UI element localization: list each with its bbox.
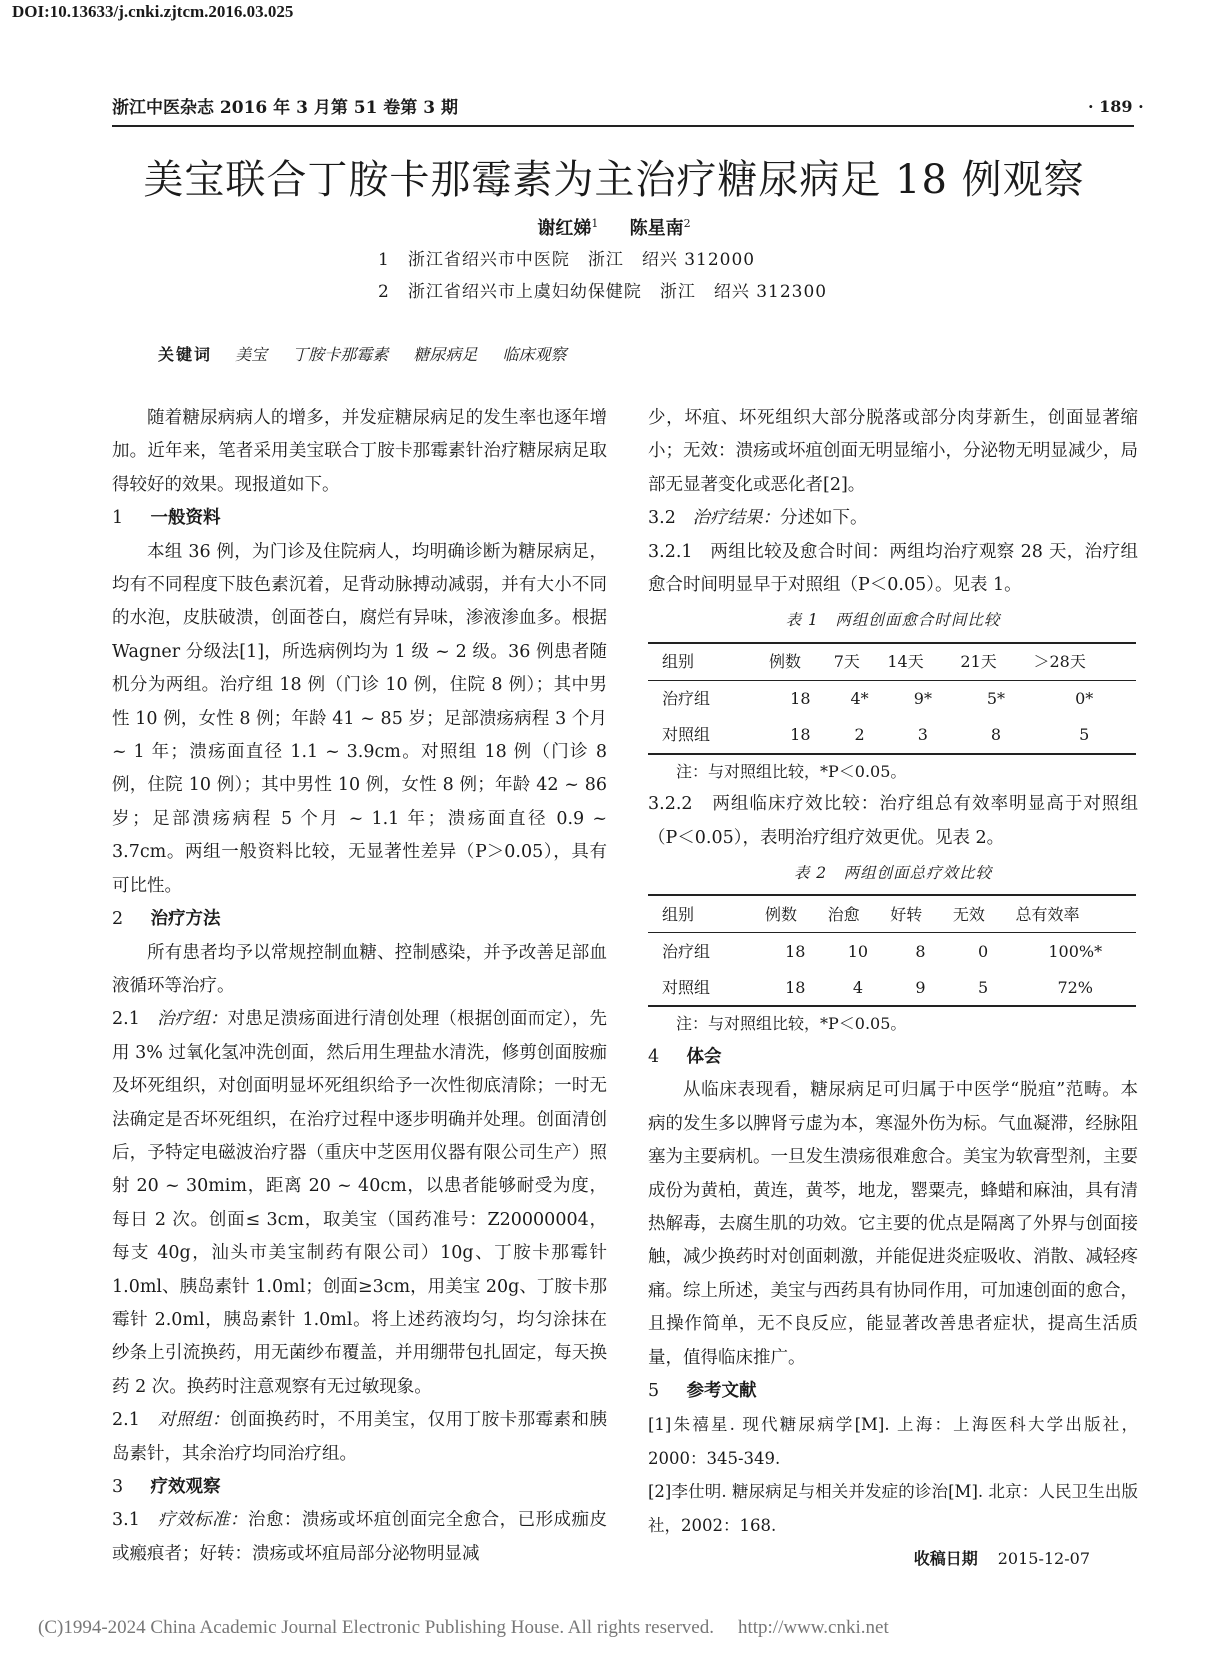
doi-line: DOI:10.13633/j.cnki.zjtcm.2016.03.025 — [12, 2, 294, 21]
body-paragraph: 所有患者均予以常规控制血糖、控制感染，并予改善足部血液循环等治疗。 — [112, 942, 607, 996]
table1 — [648, 642, 1136, 755]
table-row: 治疗组 18 10 8 0 100%* — [662, 941, 1103, 961]
page-number: · 189 · — [1088, 97, 1144, 116]
subsection-paragraph: 3.2.2 两组临床疗效比较：治疗组总有效率明显高于对照组（P＜0.05），表明治疗组疗效更优。见表 2。 — [648, 794, 1138, 848]
header-rule — [112, 125, 1134, 127]
keyword: 糖尿病足 — [413, 345, 478, 364]
author-sup: 1 — [591, 217, 599, 230]
copyright-text: (C)1994-2024 China Academic Journal Electronic Publishing House. All rights reserved. — [38, 1617, 714, 1638]
table-header-row: 组别 例数 治愈 好转 无效 总有效率 — [648, 895, 1136, 933]
subsection-paragraph: 3.1 疗效标准：治愈：溃疡或坏疽创面完全愈合，已形成痂皮或瘢痕者；好转：溃疡或坏疽局部分泌物明显减 — [112, 1510, 608, 1564]
keywords-label: 关键词 — [158, 345, 213, 364]
table-header-row: 组别 例数 7天 14天 21天 ＞28天 — [648, 643, 1136, 681]
received-date: 收稿日期 2015-12-07 — [913, 1548, 1090, 1568]
right-column — [648, 402, 1138, 1575]
table1-caption: 表 1 两组创面愈合时间比较 — [785, 611, 1001, 630]
subsection-paragraph: 3.2.1 两组比较及愈合时间：两组均治疗观察 28 天，治疗组愈合时间明显早于对照组（P＜0.05）。见表 1。 — [648, 541, 1138, 596]
subsection-paragraph: 2.1 治疗组：对患足溃疡面进行清创处理（根据创面而定），先用 3% 过氧化氢冲洗创面，然后用生理盐水清洗，修剪创面胺痂及坏死组织，对创面明显坏死组织给予一次性彻底清除；一时无法确定是否坏死组织，在治疗过程中逐步明确并处理。创面清创后，予特定电磁波治疗器（重庆中芝医用仪器有限公司生产）照射 20 ~ 30mim，距离 20 ~ 40cm，以患者能够耐受为度，每日 2 次。创面≤ 3cm，取美宝（国药准号：Z20000004，每支 40g，汕头市美宝制药有限公司）10g、丁胺卡那霉针 1.0ml、胰岛素针 1.0ml；创面≥3cm，用美宝 20g、丁胺卡那霉针 2.0ml，胰岛素针 1.0ml。将上述药液均匀，均匀涂抹在纱条上引流换药，用无菌纱布覆盖，并用绷带包扎固定，每天换药 2 次。换药时注意观察有无过敏现象。 — [112, 1009, 607, 1397]
reference-item: [1]朱禧星. 现代糖尿病学[M]. 上海：上海医科大学出版社，2000：345-349. — [648, 1415, 1138, 1468]
authors — [0, 214, 1228, 240]
table2 — [648, 894, 1136, 1007]
table2-caption: 表 2 两组创面总疗效比较 — [793, 864, 993, 883]
body-paragraph: 本组 36 例，为门诊及住院病人，均明确诊断为糖尿病足，均有不同程度下肢色素沉着，足背动脉搏动减弱，并有大小不同的水泡，皮肤破溃，创面苍白，腐烂有异味，渗液渗血多。根据 Wagner 分级法[1]，所选病例均为 1 级 ~ 2 级。36 例患者随机分为两组。治疗组 18 例（门诊 10 例，住院 8 例）；其中男性 10 例，女性 8 例；年龄 41 ~ 85 岁；足部溃疡病程 3 个月 ~ 1 年；溃疡面直径 1.1 ~ 3.9cm。对照组 18 例（门诊 8 例，住院 10 例）；其中男性 10 例，女性 8 例；年龄 42 ~ 86 岁；足部溃疡病程 5 个月 ~ 1.1 年；溃疡面直径 0.9 ~ 3.7cm。两组一般资料比较，无显著性差异（P＞0.05），具有可比性。 — [112, 541, 607, 896]
section-heading: 4 体会 — [648, 1046, 722, 1067]
affiliation: 1 浙江省绍兴市中医院 浙江 绍兴 312000 — [378, 250, 756, 270]
subsection-paragraph: 2.1 对照组：创面换药时，不用美宝，仅用丁胺卡那霉素和胰岛素针，其余治疗均同治疗组。 — [112, 1410, 607, 1464]
subsection-paragraph: 3.2 治疗结果：分述如下。 — [648, 508, 868, 529]
copyright-footer — [38, 1617, 889, 1639]
author-sup: 2 — [683, 217, 691, 230]
section-heading: 5 参考文献 — [648, 1380, 757, 1401]
left-column — [112, 402, 607, 1571]
section-heading: 2 治疗方法 — [112, 909, 221, 930]
footer-url[interactable]: http://www.cnki.net — [737, 1617, 889, 1638]
affiliation: 2 浙江省绍兴市上虞妇幼保健院 浙江 绍兴 312300 — [378, 282, 828, 302]
author-name: 陈星南 — [629, 218, 684, 239]
keyword: 美宝 — [235, 345, 268, 364]
table1-note: 注：与对照组比较，*P＜0.05。 — [676, 761, 907, 781]
intro-paragraph: 随着糖尿病病人的增多，并发症糖尿病足的发生率也逐年增加。近年来，笔者采用美宝联合丁胺卡那霉素针治疗糖尿病足取得较好的效果。现报道如下。 — [112, 408, 607, 495]
table2-note: 注：与对照组比较，*P＜0.05。 — [676, 1014, 907, 1034]
running-head: 浙江中医杂志 2016 年 3 月第 51 卷第 3 期 — [112, 98, 458, 118]
table-row: 对照组 18 4 9 5 72% — [648, 969, 1136, 1006]
reference-item: [2]李仕明. 糖尿病足与相关并发症的诊治[M]. 北京：人民卫生出版社，2002：168. — [648, 1482, 1138, 1535]
keyword: 临床观察 — [502, 345, 567, 364]
keyword: 丁胺卡那霉素 — [292, 345, 389, 364]
body-paragraph: 从临床表现看，糖尿病足可归属于中医学“脱疽”范畴。本病的发生多以脾肾亏虚为本，寒湿外伤为标。气血凝滞，经脉阻塞为主要病机。一旦发生溃疡很难愈合。美宝为软膏型剂，主要成份为黄柏，黄连，黄芩，地龙，罂粟壳，蜂蜡和麻油，具有清热解毒，去腐生肌的功效。它主要的优点是隔离了外界与创面接触，减少换药时对创面刺激，并能促进炎症吸收、消散、减轻疼痛。综上所述，美宝与西药具有协同作用，可加速创面的愈合，且操作简单，无不良反应，能显著改善患者症状，提高生活质量，值得临床推广。 — [648, 1080, 1138, 1368]
author-name: 谢红娣 — [537, 218, 592, 239]
keywords — [158, 342, 586, 365]
body-paragraph: 少，坏疽、坏死组织大部分脱落或部分肉芽新生，创面显著缩小；无效：溃疡或坏疽创面无明显缩小，分泌物无明显减少，局部无显著变化或恶化者[2]。 — [648, 408, 1138, 495]
article-title: 美宝联合丁胺卡那霉素为主治疗糖尿病足 18 例观察 — [143, 157, 1085, 203]
section-heading: 3 疗效观察 — [112, 1477, 221, 1497]
table-row: 治疗组 18 4* 9* 5* 0* — [662, 689, 1094, 709]
table-row: 对照组 18 2 3 8 5 — [648, 717, 1136, 754]
section-heading: 1 一般资料 — [112, 508, 221, 529]
